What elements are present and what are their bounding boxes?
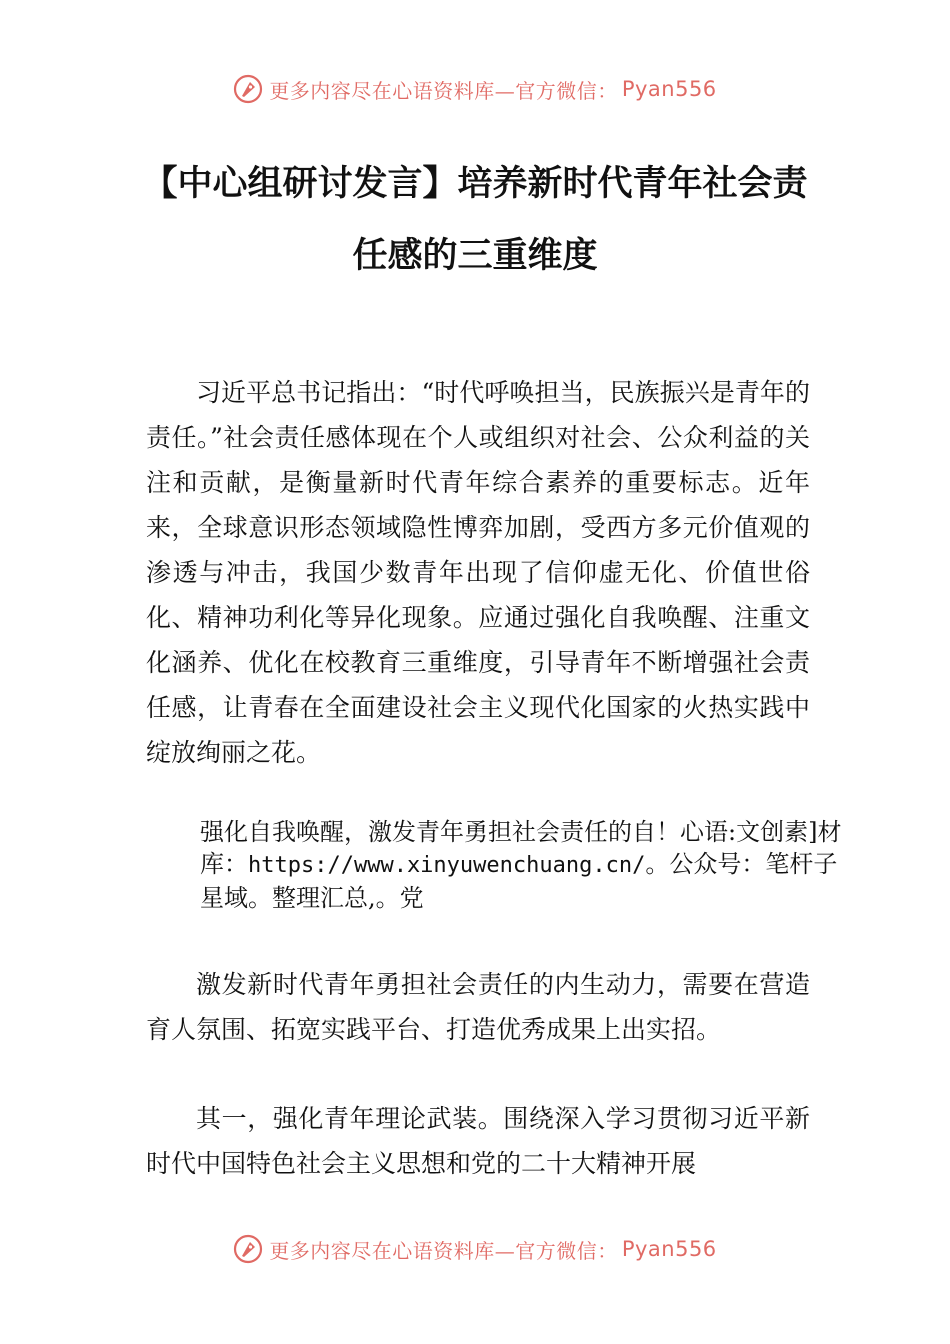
pen-nib-logo-icon bbox=[233, 74, 263, 104]
watermark-wechat-id: Pyan556 bbox=[621, 1237, 717, 1261]
watermark-wechat-id: Pyan556 bbox=[621, 77, 717, 101]
note-url: https://www.xinyuwenchuang.cn/ bbox=[248, 853, 646, 878]
paragraph-intro: 习近平总书记指出：“时代呼唤担当，民族振兴是青年的责任。”社会责任感体现在个人或组织对社会、公众利益的关注和贡献，是衡量新时代青年综合素养的重要标志。近年来，全球意识形态领域隐性博弈加剧，受西方多元价值观的渗透与冲击，我国少数青年出现了信仰虚无化、价值世俗化、精神功利化等异化现象。应通过强化自我唤醒、注重文化涵养、优化在校教育三重维度，引导青年不断增强社会责任感，让青春在全面建设社会主义现代化国家的火热实践中绽放绚丽之花。 bbox=[146, 378, 810, 767]
inserted-note bbox=[200, 816, 850, 914]
paragraph-point-one: 其一，强化青年理论武装。围绕深入学习贯彻习近平新时代中国特色社会主义思想和党的二十大精神开展 bbox=[146, 1104, 810, 1178]
header-watermark bbox=[0, 74, 950, 104]
pen-nib-logo-icon bbox=[233, 1234, 263, 1264]
document-title-line-2: 任感的三重维度 bbox=[352, 236, 598, 276]
watermark-text: 更多内容尽在心语资料库—官方微信： bbox=[269, 78, 618, 103]
document-title-line-1: 【中心组研讨发言】培养新时代青年社会责 bbox=[142, 164, 808, 204]
paragraph-motivation: 激发新时代青年勇担社会责任的内生动力，需要在营造育人氛围、拓宽实践平台、打造优秀成果上出实招。 bbox=[146, 970, 810, 1044]
watermark-text: 更多内容尽在心语资料库—官方微信： bbox=[269, 1238, 618, 1263]
note-text-before: 强化自我唤醒，激发青年勇担社会责任的自！心语:文创素]材库： bbox=[200, 818, 842, 878]
note-text-after: 。公众号：笔杆子星域。整理汇总,。党 bbox=[200, 850, 838, 912]
footer-watermark bbox=[0, 1234, 950, 1264]
